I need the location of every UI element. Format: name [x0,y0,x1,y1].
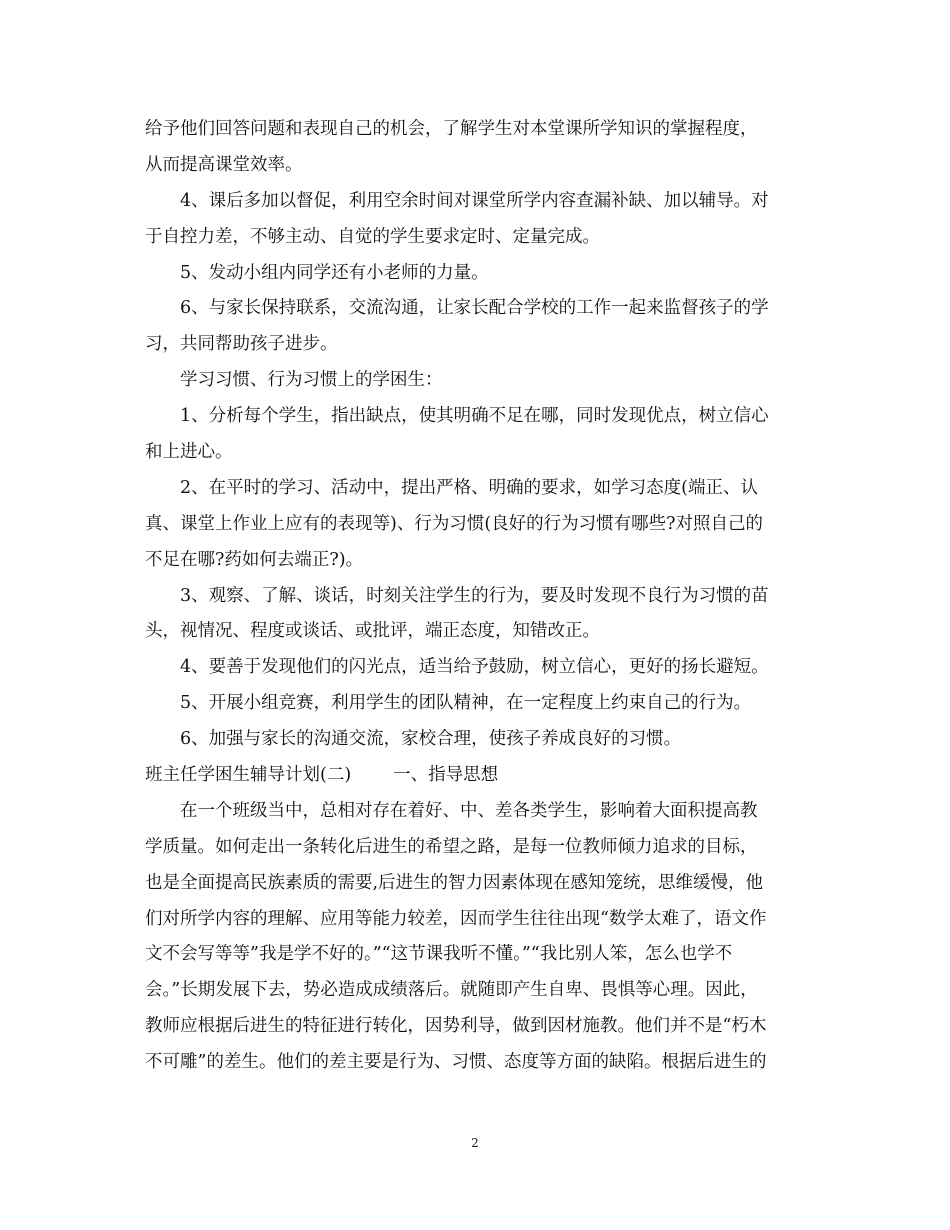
text-line: 习，共同帮助孩子进步。 [145,334,338,355]
document-body [145,112,810,1081]
text-line: 学质量。如何走出一条转化后进生的希望之路，是每一位教师倾力追求的目标， [145,836,758,857]
text-line: 1、分析每个学生，指出缺点，使其明确不足在哪，同时发现优点，树立信心 [180,406,769,427]
text-line: 5、发动小组内同学还有小老师的力量。 [180,262,489,283]
text-line: 不足在哪?药如何去端正?)。 [145,549,364,570]
text-line: 4、课后多加以督促，利用空余时间对课堂所学内容查漏补缺、加以辅导。对 [180,190,769,211]
text-line: 头，视情况、程度或谈话、或批评，端正态度，知错改正。 [145,621,600,642]
text-line: 4、要善于发现他们的闪光点，适当给予鼓励，树立信心，更好的扬长避短。 [180,657,769,678]
text-line: 于自控力差，不够主动、自觉的学生要求定时、定量完成。 [145,226,600,247]
text-line: 真、课堂上作业上应有的表现等)、行为习惯(良好的行为习惯有哪些?对照自己的 [145,513,764,534]
text-line: 文不会写等等”我是学不好的。”“这节课我听不懂。”“我比别人笨，怎么也学不 [145,944,733,965]
text-line: 们对所学内容的理解、应用等能力较差，因而学生往往出现“数学太难了，语文作 [145,908,767,929]
text-line: 6、与家长保持联系，交流沟通，让家长配合学校的工作一起来监督孩子的学 [180,298,769,319]
text-line: 给予他们回答问题和表现自己的机会，了解学生对本堂课所学知识的掌握程度， [145,119,758,139]
text-line: 5、开展小组竞赛，利用学生的团队精神，在一定程度上约束自己的行为。 [180,693,752,714]
paragraphs-section-2 [145,794,810,1081]
heading-subtitle: 一、指导思想 [393,765,499,786]
text-line: 教师应根据后进生的特征进行转化，因势利导，做到因材施教。他们并不是“朽木 [145,1016,767,1037]
page-number: 2 [471,1136,479,1150]
paragraphs-section-1 [145,112,810,758]
text-line: 和上进心。 [145,442,233,463]
text-line: 会。”长期发展下去，势必造成成绩落后。就随即产生自卑、畏惧等心理。因此， [145,980,758,1001]
section-heading [145,758,810,794]
text-line: 在一个班级当中，总相对存在着好、中、差各类学生，影响着大面积提高教 [180,800,758,821]
text-line: 不可雕”的差生。他们的差主要是行为、习惯、态度等方面的缺陷。根据后进生的 [145,1052,767,1073]
text-line: 6、加强与家长的沟通交流，家校合理，使孩子养成良好的习惯。 [180,729,682,750]
text-line: 从而提高课堂效率。 [145,154,303,175]
text-line: 3、观察、了解、谈话，时刻关注学生的行为，要及时发现不良行为习惯的苗 [180,585,769,606]
text-line: 2、在平时的学习、活动中，提出严格、明确的要求，如学习态度(端正、认 [180,477,758,498]
text-line: 学习习惯、行为习惯上的学困生： [180,370,443,391]
text-line: 也是全面提高民族素质的需要,后进生的智力因素体现在感知笼统，思维缓慢，他 [145,872,764,893]
heading-title: 班主任学困生辅导计划(二) [145,765,352,786]
